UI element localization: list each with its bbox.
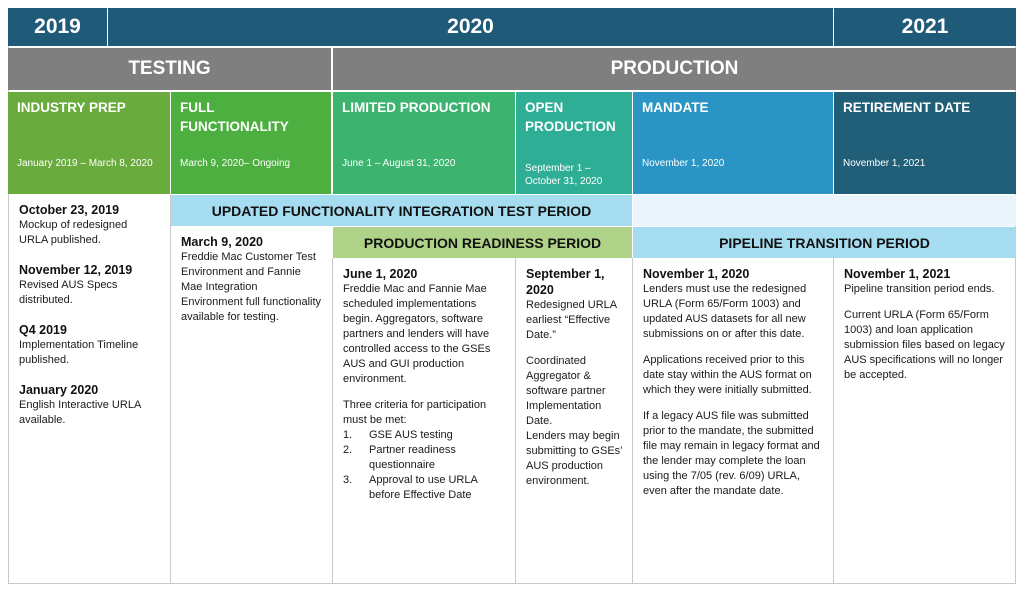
event-text: If a legacy AUS file was submitted prior to the mandate, the submitted file may remain in legacy format and the lender may complete the loan using the 7/05 (rev. 6/09) URLA, even after the mandate date. (643, 410, 820, 497)
criteria-number: 2. (343, 444, 353, 456)
event-text: Coordinated Aggregator & software partner Implementation Date. (526, 355, 606, 427)
event-text: Redesigned URLA earliest “Effective Date.” (526, 299, 617, 341)
criteria-item (343, 473, 505, 503)
stage-open-production (516, 92, 632, 194)
stage-title: FULL FUNCTIONALITY (180, 100, 289, 134)
criteria-number: 3. (343, 474, 353, 486)
stage-title: INDUSTRY PREP (17, 100, 126, 115)
event-heading: Q4 2019 (19, 323, 67, 337)
event-entry (19, 382, 159, 428)
event-text: Pipeline transition period ends. (844, 283, 995, 295)
stage-title: RETIREMENT DATE (843, 100, 971, 115)
event-heading: October 23, 2019 (19, 203, 120, 217)
column-mandate-events (633, 262, 833, 499)
stage-title: LIMITED PRODUCTION (342, 100, 491, 115)
stage-date: January 2019 – March 8, 2020 (17, 158, 153, 169)
stage-retirement-date (834, 92, 1016, 194)
stage-title: MANDATE (642, 100, 709, 115)
criteria-list (343, 428, 505, 503)
event-heading: March 9, 2020 (181, 235, 263, 249)
event-heading: November 12, 2019 (19, 263, 133, 277)
column-full-functionality-events (171, 230, 331, 325)
year-2019: 2019 (8, 8, 107, 46)
event-heading: January 2020 (19, 383, 99, 397)
stage-limited-production (333, 92, 515, 194)
event-text: English Interactive URLA available. (19, 399, 141, 426)
event-heading: June 1, 2020 (343, 267, 418, 281)
stage-mandate (633, 92, 833, 194)
event-text: Lenders must use the redesigned URLA (Form 65/Form 1003) and updated AUS datasets for all new submissions on or after this date. (643, 283, 807, 340)
stage-date: November 1, 2020 (642, 158, 725, 169)
column-open-production-events (516, 262, 632, 489)
stage-date: November 1, 2021 (843, 158, 926, 169)
column-industry-prep-events (9, 198, 169, 442)
criteria-text: GSE AUS testing (369, 429, 453, 441)
criteria-text: Partner readiness questionnaire (369, 444, 456, 471)
event-text: Applications received prior to this date stay within the AUS format on which they were initially submitted. (643, 354, 812, 396)
event-entry (19, 262, 159, 308)
stage-date: June 1 – August 31, 2020 (342, 158, 456, 169)
column-retirement-events (834, 262, 1016, 383)
criteria-item (343, 443, 505, 473)
event-text: Lenders may begin submitting to GSEs’ AUS production environment. (526, 430, 623, 487)
criteria-intro: Three criteria for participation must be met: (343, 399, 487, 426)
band-pipeline-transition-period: PIPELINE TRANSITION PERIOD (633, 227, 1016, 258)
stage-industry-prep (8, 92, 170, 194)
criteria-text: Approval to use URLA before Effective Date (369, 474, 478, 501)
criteria-item (343, 428, 505, 443)
stage-title: OPEN PRODUCTION (525, 100, 616, 134)
event-entry (19, 322, 159, 368)
year-2020: 2020 (108, 8, 833, 46)
event-entry (19, 202, 159, 248)
event-text: Current URLA (Form 65/Form 1003) and loan application submission files based on legacy AUS specifications will no longer be accepted. (844, 309, 1005, 381)
event-heading: November 1, 2021 (844, 267, 951, 281)
phase-production: PRODUCTION (333, 48, 1016, 90)
event-text: Mockup of redesigned URLA published. (19, 219, 128, 246)
event-text: Freddie Mac Customer Test Environment and Fannie Mae Integration Environment full functionality available for testing. (181, 251, 322, 323)
band-pale-filler (633, 195, 1016, 226)
column-limited-production-events (333, 262, 515, 503)
stage-date: March 9, 2020– Ongoing (180, 158, 291, 169)
stage-full-functionality (171, 92, 331, 194)
band-production-readiness-period: PRODUCTION READINESS PERIOD (333, 227, 632, 258)
event-heading: September 1, 2020 (526, 267, 605, 297)
event-heading: November 1, 2020 (643, 267, 750, 281)
band-integration-test-period: UPDATED FUNCTIONALITY INTEGRATION TEST PERIOD (171, 195, 632, 226)
event-text: Implementation Timeline published. (19, 339, 139, 366)
event-text: Freddie Mac and Fannie Mae scheduled implementations begin. Aggregators, software partners and lenders will have controlled access to the GSEs AUS and GUI production environment. (343, 283, 491, 385)
event-text: Revised AUS Specs distributed. (19, 279, 118, 306)
phase-testing: TESTING (8, 48, 331, 90)
criteria-number: 1. (343, 429, 353, 441)
year-2021: 2021 (834, 8, 1016, 46)
stage-date: September 1 – October 31, 2020 (525, 163, 603, 187)
